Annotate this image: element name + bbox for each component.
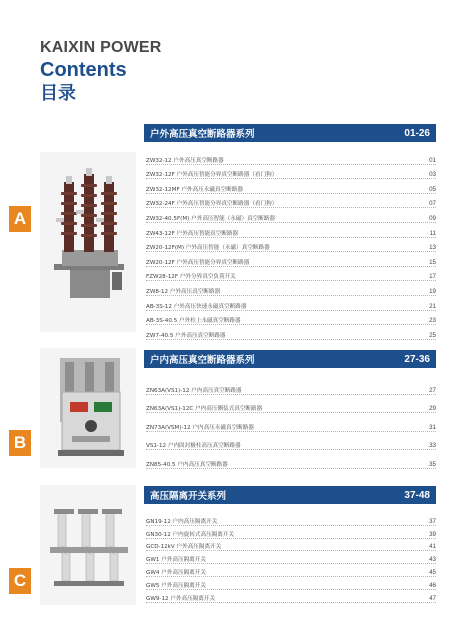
- toc-entry-name: GN30-12 户内旋转式高压隔离开关: [146, 531, 235, 538]
- outdoor-breaker-illustration: [40, 152, 136, 332]
- toc-entry-page: 41: [429, 543, 436, 551]
- toc-entry-page: 19: [429, 287, 436, 295]
- toc-entry-name: ZW32-12F 户外高压智能分界真空断路器（看门狗）: [146, 172, 278, 179]
- toc-entry[interactable]: [146, 296, 436, 311]
- toc-entry-name: ZN73A(VSM)-12 户内高压永磁真空断路器: [146, 424, 254, 431]
- toc-entry-name: AB-3S-12 户外高压快速永磁真空断路器: [146, 303, 247, 310]
- toc-entry-name: ZN63A(VS1)-12C 户内高压侧装式真空断路器: [146, 406, 263, 413]
- toc-entry-name: ZN85-40.5 户内高压真空断路器: [146, 461, 228, 468]
- toc-entry-page: 17: [429, 273, 436, 281]
- toc-entry-name: GCD-12kV 户外高压隔离开关: [146, 544, 222, 551]
- toc-entry-page: 11: [429, 229, 436, 237]
- toc-entry-name: ZW7-40.5 户外高压真空断路器: [146, 332, 226, 339]
- toc-entry-page: 25: [429, 331, 436, 339]
- toc-entry-page: 15: [429, 258, 436, 266]
- section-header-bar: [144, 124, 436, 142]
- disconnector-photo: [40, 485, 136, 605]
- toc-entry-page: 35: [429, 460, 436, 468]
- toc-entry-name: GW5 户外高压隔离开关: [146, 582, 206, 589]
- toc-entry[interactable]: [146, 513, 436, 526]
- toc-entry-name: ZW20-12F(M) 户外高压智能（永磁）真空断路器: [146, 245, 270, 252]
- section-page-range: 37-48: [404, 489, 430, 501]
- toc-entry[interactable]: [146, 564, 436, 577]
- toc-entry-name: FZW28-12F 户外分界真空负荷开关: [146, 274, 236, 281]
- section-page-range: 01-26: [404, 127, 430, 139]
- toc-entry-name: ZW32-12MF 户外高压永磁真空断路器: [146, 186, 243, 193]
- section-letter-c: C: [9, 568, 31, 594]
- toc-entry-page: 13: [429, 244, 436, 252]
- contents-title-cn: 目录: [40, 83, 76, 104]
- toc-entry[interactable]: [146, 413, 436, 432]
- toc-entry[interactable]: [146, 376, 436, 395]
- toc-entry-name: ZW43-12F 户外高压智能真空断路器: [146, 230, 239, 237]
- toc-entry-name: GW1 户外高压隔离开关: [146, 557, 206, 564]
- section-letter-b: B: [9, 430, 31, 456]
- toc-entry-page: 27: [429, 386, 436, 394]
- disconnector-illustration: [40, 485, 136, 605]
- section-title: 户外高压真空断路器系列: [150, 129, 255, 140]
- toc-entry-page: 09: [429, 214, 436, 222]
- section-header-bar: [144, 350, 436, 368]
- toc-entry-page: 46: [429, 581, 436, 589]
- toc-entry-page: 01: [429, 156, 436, 164]
- toc-entry[interactable]: [146, 267, 436, 282]
- toc-entry-page: 23: [429, 317, 436, 325]
- section-letter-a: A: [9, 206, 31, 232]
- contents-title: Contents: [40, 59, 127, 81]
- toc-entry-page: 33: [429, 442, 436, 450]
- toc-entry-name: ZW20-12F 户外高压智能分界真空断路器: [146, 259, 250, 266]
- toc-entry-page: 21: [429, 302, 436, 310]
- indoor-breaker-illustration: [40, 348, 136, 468]
- indoor-breaker-photo: [40, 348, 136, 468]
- toc-entry-page: 03: [429, 171, 436, 179]
- toc-list-a: [146, 150, 436, 340]
- toc-entry[interactable]: [146, 238, 436, 253]
- toc-entry[interactable]: [146, 311, 436, 326]
- toc-entry[interactable]: [146, 194, 436, 209]
- toc-entry-page: 29: [429, 405, 436, 413]
- toc-entry[interactable]: [146, 281, 436, 296]
- toc-entry-page: 39: [429, 530, 436, 538]
- toc-entry[interactable]: [146, 395, 436, 414]
- toc-entry[interactable]: [146, 526, 436, 539]
- toc-entry-name: ZN63A(VS1)-12 户内高压真空断路器: [146, 387, 242, 394]
- toc-entry[interactable]: [146, 450, 436, 469]
- toc-entry-page: 07: [429, 200, 436, 208]
- toc-entry-page: 37: [429, 517, 436, 525]
- toc-entry[interactable]: [146, 590, 436, 603]
- toc-list-c: [146, 513, 436, 603]
- toc-entry-page: 47: [429, 594, 436, 602]
- toc-entry-name: AB-3S-40.5 户外柱上永磁真空断路器: [146, 318, 241, 325]
- toc-entry[interactable]: [146, 208, 436, 223]
- toc-list-b: [146, 376, 436, 469]
- toc-entry-name: ZW32-12 户外高压真空断路器: [146, 157, 224, 164]
- toc-entry-name: ZW8-12 户外高压真空断路器: [146, 288, 221, 295]
- toc-entry[interactable]: [146, 577, 436, 590]
- toc-entry[interactable]: [146, 325, 436, 340]
- toc-entry[interactable]: [146, 223, 436, 238]
- toc-entry[interactable]: [146, 165, 436, 180]
- toc-entry-name: GN19-12 户内高压隔离开关: [146, 518, 218, 525]
- toc-entry[interactable]: [146, 150, 436, 165]
- section-title: 高压隔离开关系列: [150, 491, 227, 502]
- brand-name: KAIXIN POWER: [40, 39, 162, 56]
- toc-entry-name: VS1-12 户内固封极柱高压真空断路器: [146, 443, 241, 450]
- toc-entry[interactable]: [146, 551, 436, 564]
- toc-entry-name: ZW32-24F 户外高压智能分界真空断路器（看门狗）: [146, 201, 278, 208]
- page-header: [40, 38, 162, 106]
- toc-entry-name: GW9-12 户外高压隔离开关: [146, 595, 216, 602]
- toc-entry-name: GW4 户外高压隔离开关: [146, 569, 206, 576]
- toc-entry[interactable]: [146, 539, 436, 552]
- toc-entry-page: 43: [429, 556, 436, 564]
- section-title: 户内高压真空断路器系列: [150, 355, 255, 366]
- section-header-bar: [144, 486, 436, 504]
- toc-entry[interactable]: [146, 179, 436, 194]
- toc-entry[interactable]: [146, 432, 436, 451]
- toc-entry-page: 05: [429, 185, 436, 193]
- toc-entry-page: 45: [429, 568, 436, 576]
- outdoor-breaker-photo: [40, 152, 136, 332]
- toc-entry[interactable]: [146, 252, 436, 267]
- toc-entry-page: 31: [429, 423, 436, 431]
- section-page-range: 27-36: [404, 353, 430, 365]
- toc-entry-name: ZW32-40.5F(M) 户外高压智能（永磁）真空断路器: [146, 215, 276, 222]
